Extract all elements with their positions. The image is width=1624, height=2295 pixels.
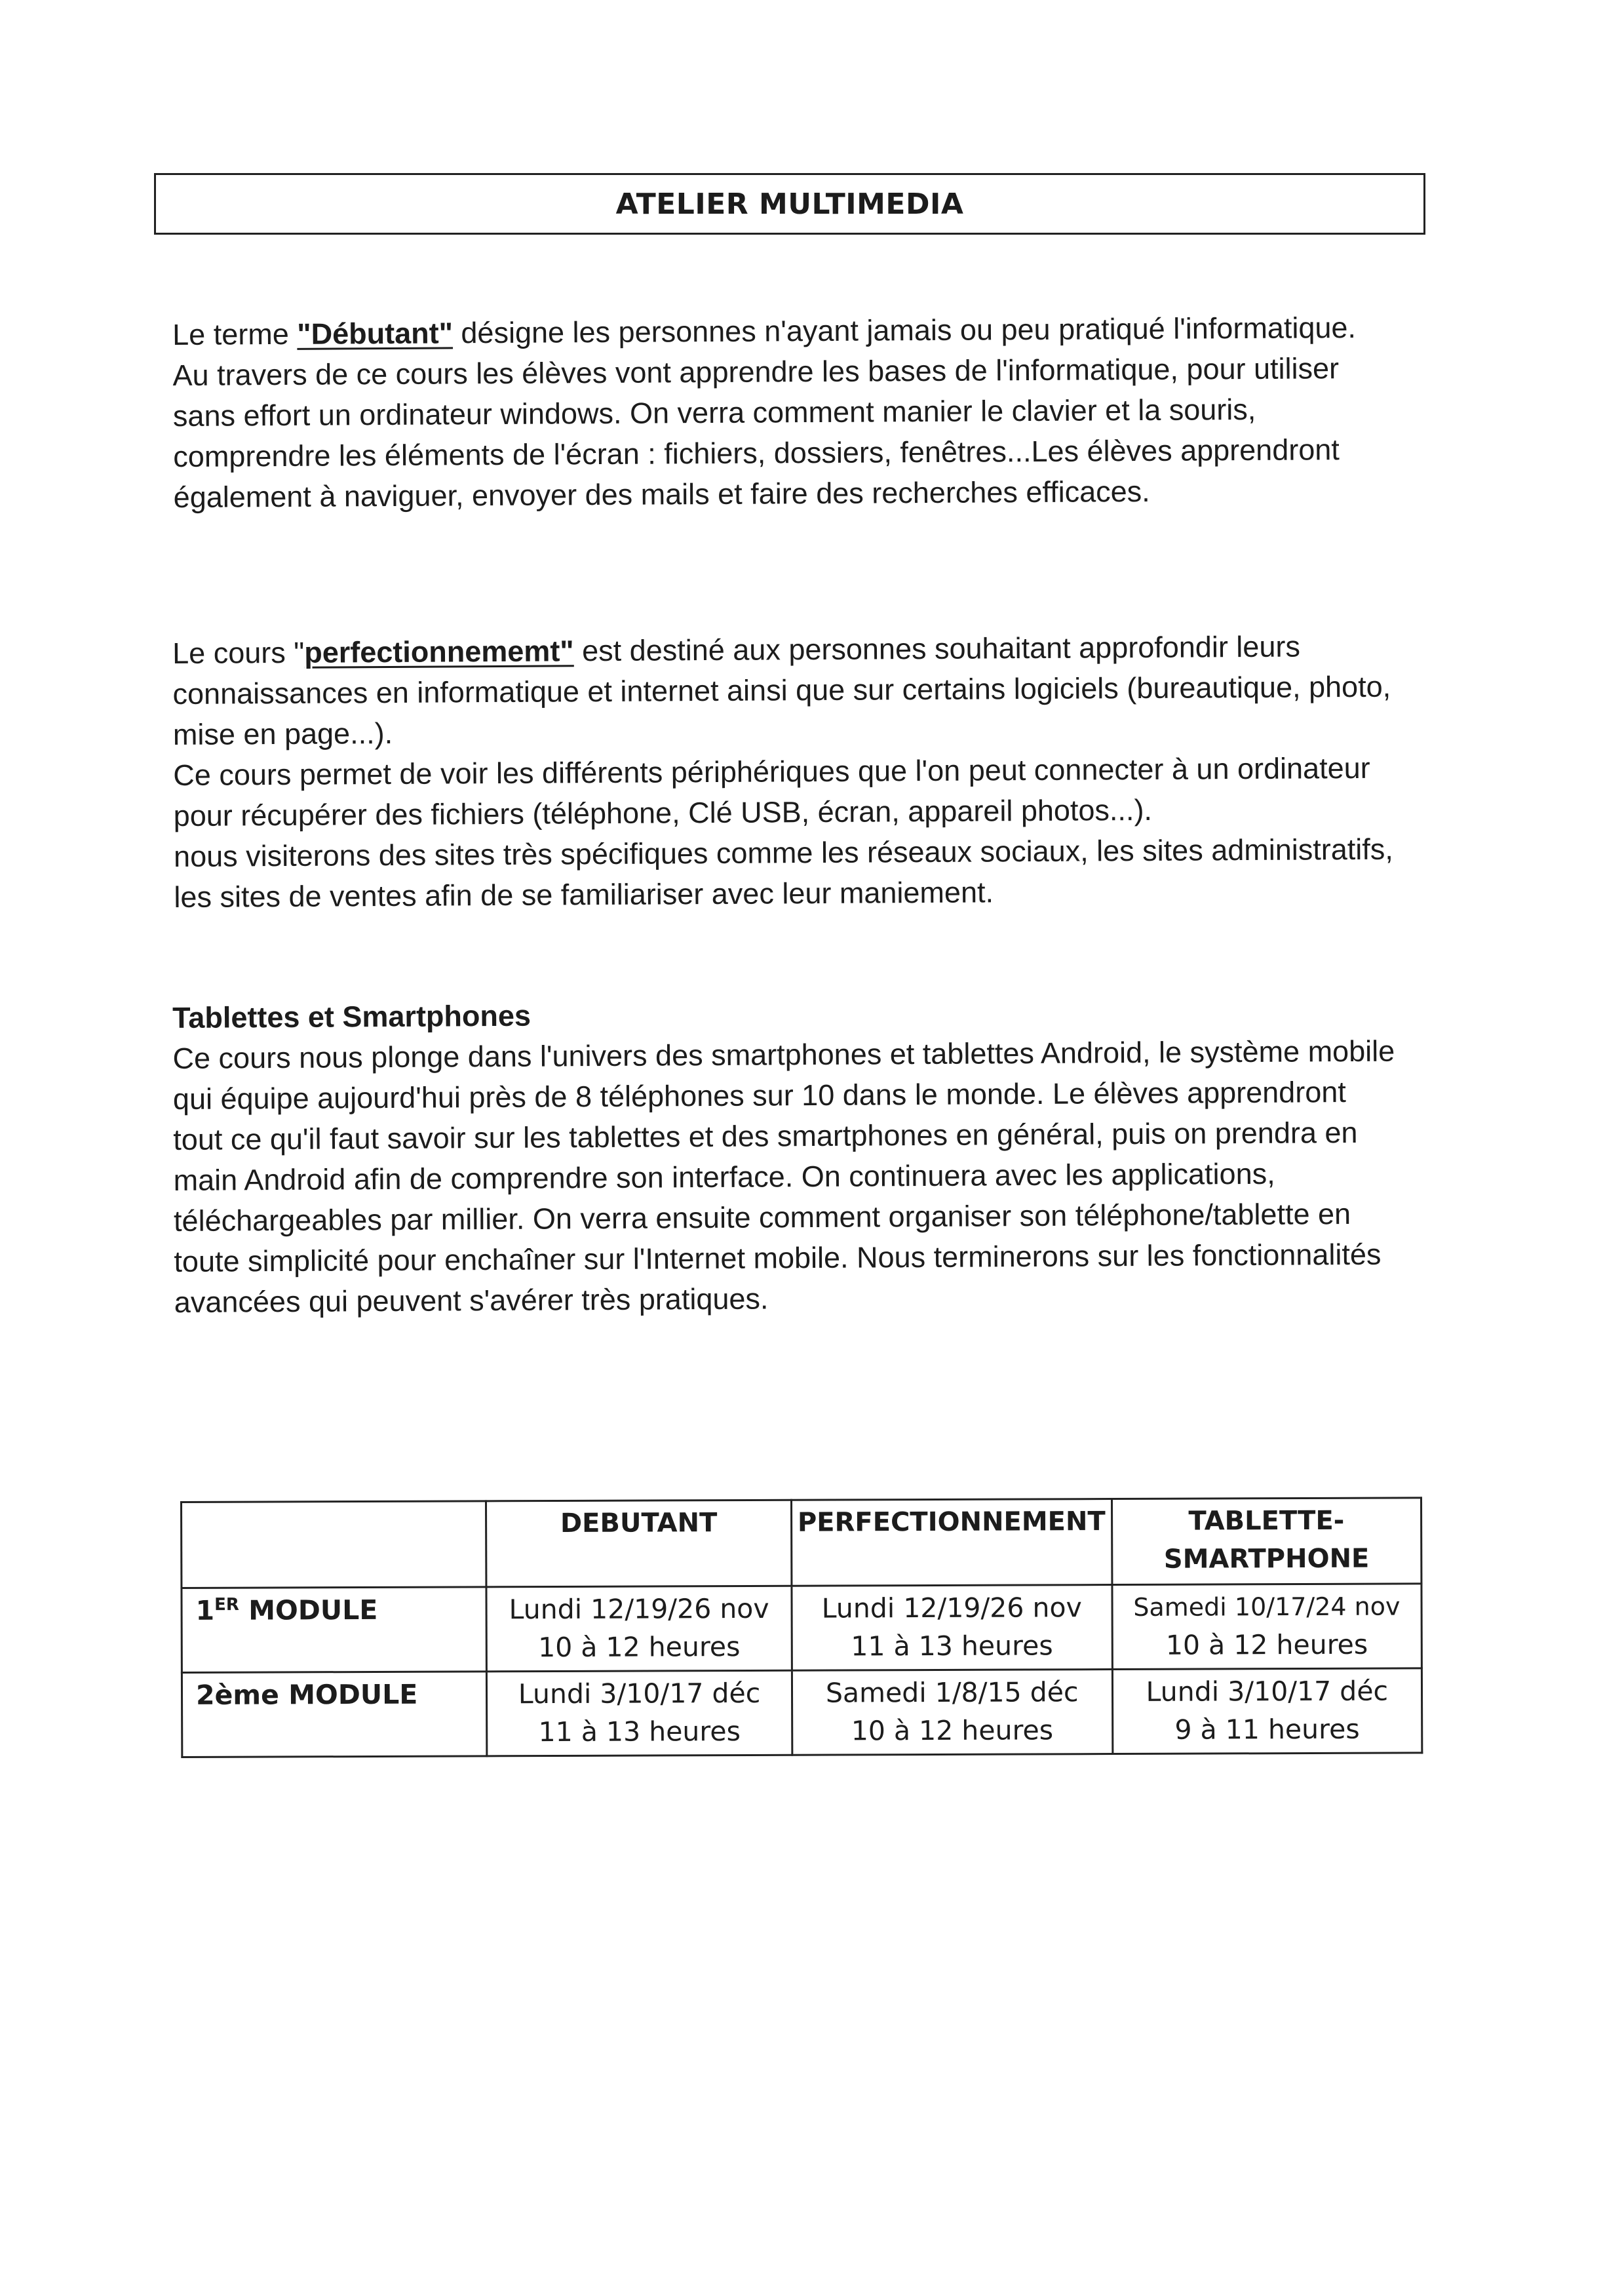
perfectionnement-body-2: nous visiterons des sites très spécifiques comme les réseaux sociaux, les sites administratifs, les sites de ventes afin de se familiariser avec leur maniement.	[173, 832, 1393, 914]
cell-day: Lundi 3/10/17 déc	[518, 1677, 761, 1710]
page-title: ATELIER MULTIMEDIA	[615, 187, 964, 221]
cell-time: 10 à 12 heures	[538, 1631, 741, 1664]
title-box	[154, 173, 1425, 235]
module-1-rest: MODULE	[239, 1594, 378, 1626]
perfectionnement-body-1: Ce cours permet de voir les différents périphériques que l'on peut connecter à un ordinateur pour récupérer des fichiers (téléphone, Clé USB, écran, appareil photos...).	[173, 751, 1370, 833]
perfectionnement-intro	[172, 626, 1399, 755]
cell-day: Lundi 12/19/26 nov	[821, 1592, 1082, 1624]
cell-time: 11 à 13 heures	[538, 1716, 741, 1748]
debutant-intro	[172, 307, 1398, 355]
tablettes-heading: Tablettes et Smartphones	[172, 998, 532, 1034]
cell-time: 9 à 11 heures	[1174, 1713, 1360, 1746]
tablettes-body: Ce cours nous plonge dans l'univers des smartphones et tablettes Android, le système mobile qui équipe aujourd'hui près de 8 téléphones sur 10 dans le monde. Le élèves apprendront tout ce qu'il faut savoir sur les tablettes et des smartphones en général, puis on prendra en main Android afin de comprendre son interface. On continuera avec les applications, téléchargeables par millier. On verra ensuite comment organiser son téléphone/tablette en toute simplicité pour enchaîner sur l'Internet mobile. Nous terminerons sur les fonctionnalités avancées qui peuvent s'avérer très pratiques.	[172, 1034, 1395, 1319]
perfectionnement-keyword: perfectionnememt"	[304, 634, 574, 669]
table-cell	[792, 1670, 1112, 1756]
cell-time: 10 à 12 heures	[851, 1714, 1054, 1747]
debutant-body: Au travers de ce cours les élèves vont apprendre les bases de l'informatique, pour utiliser sans effort un ordinateur windows. On verra comment manier le clavier et la souris, comprendre les éléments de l'écran : fichiers, dossiers, fenêtres...Les élèves apprendront également à naviguer, envoyer des mails et faire des recherches efficaces.	[172, 351, 1340, 514]
schedule-table	[180, 1497, 1423, 1758]
cell-time: 10 à 12 heures	[1165, 1628, 1368, 1661]
header-cell-debutant: DEBUTANT	[486, 1500, 792, 1587]
module-label-1	[182, 1587, 487, 1673]
perfectionnement-intro-before: Le cours "	[172, 635, 305, 670]
header-cell-perfectionnement: PERFECTIONNEMENT	[791, 1499, 1112, 1586]
header-tablette-line2: SMARTPHONE	[1163, 1543, 1370, 1575]
header-tablette-line1: TABLETTE-	[1188, 1505, 1345, 1537]
cell-day: Samedi 1/8/15 déc	[825, 1676, 1079, 1709]
header-cell-tablette-smartphone	[1112, 1498, 1421, 1585]
table-row	[182, 1668, 1421, 1757]
table-cell	[792, 1585, 1112, 1671]
table-cell	[486, 1586, 792, 1672]
table-row	[182, 1584, 1421, 1673]
table-header-row	[182, 1498, 1421, 1588]
module-1-sup: ER	[214, 1595, 239, 1615]
debutant-section	[172, 307, 1399, 518]
debutant-intro-before: Le terme	[172, 317, 298, 351]
perfectionnement-intro-after: est destiné aux personnes souhaitant approfondir leurs connaissances en informatique et internet ainsi que sur certains logiciels (bureautique, photo, mise en page...).	[172, 629, 1391, 751]
module-1-num: 1	[195, 1594, 215, 1626]
header-cell-empty	[182, 1501, 487, 1588]
debutant-intro-after: désigne les personnes n'ayant jamais ou peu pratiqué l'informatique.	[452, 310, 1357, 350]
cell-day: Lundi 3/10/17 déc	[1146, 1675, 1389, 1708]
table-cell	[487, 1670, 792, 1756]
table-cell	[1112, 1584, 1422, 1670]
cell-day: Samedi 10/17/24 nov	[1133, 1592, 1401, 1622]
tablettes-section	[172, 991, 1400, 1323]
perfectionnement-section	[172, 626, 1400, 918]
table-cell	[1112, 1668, 1422, 1754]
debutant-keyword: "Débutant"	[297, 316, 454, 351]
cell-day: Lundi 12/19/26 nov	[509, 1592, 769, 1626]
cell-time: 11 à 13 heures	[851, 1630, 1053, 1662]
module-label-2: 2ème MODULE	[182, 1672, 487, 1757]
